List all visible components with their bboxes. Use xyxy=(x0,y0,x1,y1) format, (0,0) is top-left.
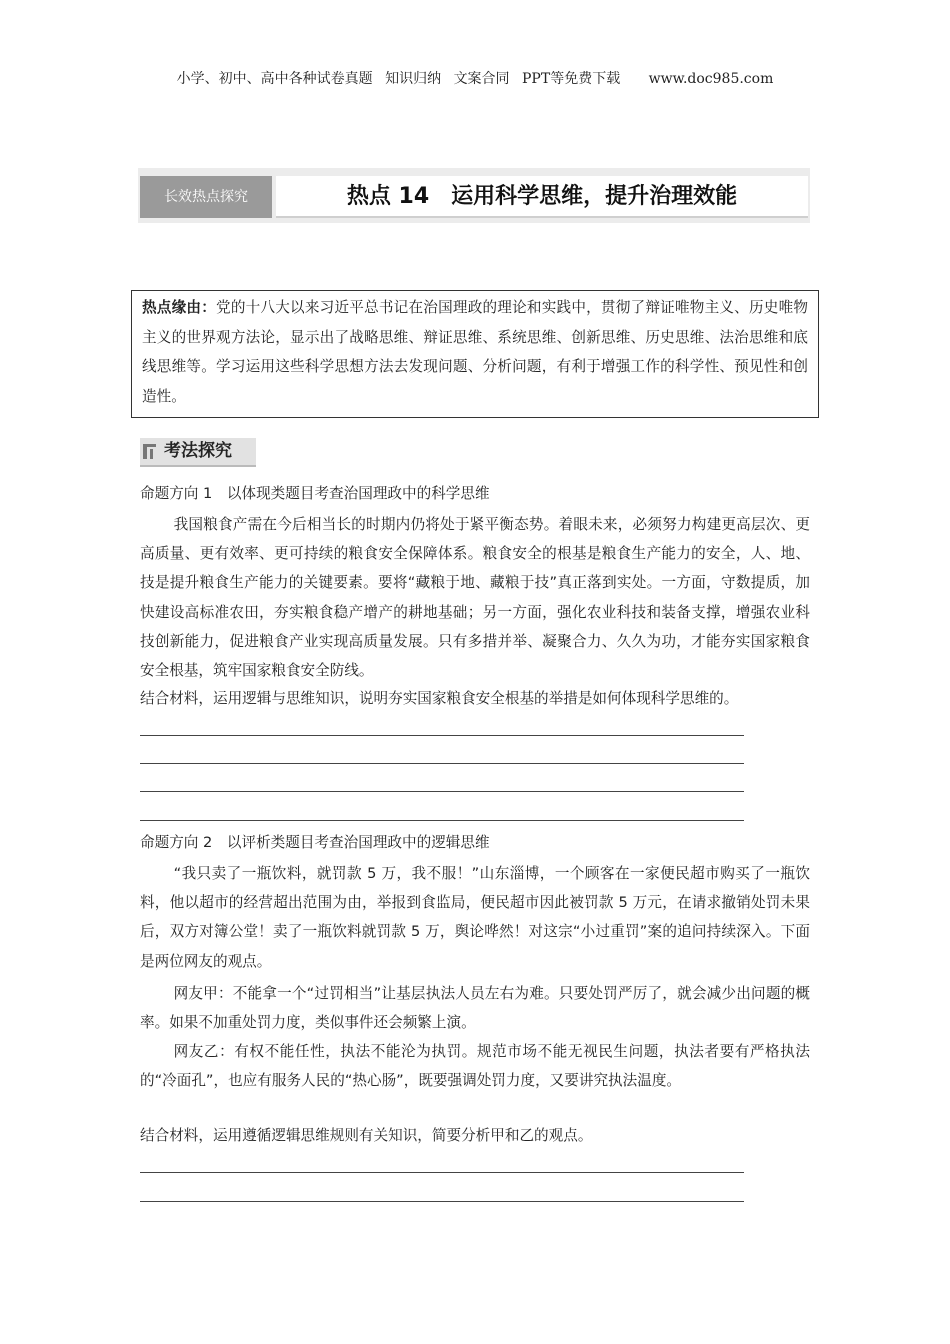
section-header xyxy=(140,438,256,467)
section-title: 考法探究 xyxy=(164,441,232,461)
header-text: 小学、初中、高中各种试卷真题 xyxy=(176,71,373,87)
netizen-a-opinion: 网友甲：不能拿一个“过罚相当”让基层执法人员左右为难。只要处罚严厉了，就会减少出问题的概率。如果不加重处罚力度，类似事件还会频繁上演。 xyxy=(140,985,810,1032)
answer-line[interactable] xyxy=(140,763,744,764)
answer-line[interactable] xyxy=(140,820,744,821)
reason-box xyxy=(131,290,819,418)
header-text: 知识归纳 xyxy=(385,71,442,87)
reason-label: 热点缘由： xyxy=(142,299,217,316)
direction-2-material: “我只卖了一瓶饮料，就罚款 5 万，我不服！”山东淄博，一个顾客在一家便民超市购买了一瓶饮料，他以超市的经营超出范围为由，举报到食监局，便民超市因此被罚款 5 万元，在请求撤销处罚未果后，双方对簿公堂！卖了一瓶饮料就罚款 5 万，舆论哗然！对这宗“小过重罚”案的追问持续深入。下面是两位网友的观点。 xyxy=(140,865,810,970)
direction-1-question: 结合材料，运用逻辑与思维知识，说明夯实国家粮食安全根基的举措是如何体现科学思维的。 xyxy=(140,690,739,707)
answer-line[interactable] xyxy=(140,1172,744,1173)
direction-2-heading: 命题方向 2 以评析类题目考查治国理政中的逻辑思维 xyxy=(140,834,490,851)
header-url: www.doc985.com xyxy=(648,71,774,87)
site-header-line xyxy=(0,68,950,88)
section-marker-icon xyxy=(143,444,156,459)
direction-2-question: 结合材料，运用遵循逻辑思维规则有关知识，简要分析甲和乙的观点。 xyxy=(140,1127,593,1144)
netizen-b-opinion: 网友乙：有权不能任性，执法不能沦为执罚。规范市场不能无视民生问题，执法者要有严格执法的“冷面孔”，也应有服务人民的“热心肠”，既要强调处罚力度，又要讲究执法温度。 xyxy=(140,1043,810,1090)
page-title: 热点 14 运用科学思维，提升治理效能 xyxy=(276,176,808,218)
answer-line[interactable] xyxy=(140,1201,744,1202)
reason-text: 党的十八大以来习近平总书记在治国理政的理论和实践中，贯彻了辩证唯物主义、历史唯物主义的世界观方法论，显示出了战略思维、辩证思维、系统思维、创新思维、历史思维、法治思维和底线思维等。学习运用这些科学思想方法去发现问题、分析问题，有利于增强工作的科学性、预见性和创造性。 xyxy=(142,299,808,405)
banner-tag: 长效热点探究 xyxy=(140,176,272,218)
direction-1-heading: 命题方向 1 以体现类题目考查治国理政中的科学思维 xyxy=(140,485,490,502)
header-text: 文案合同 xyxy=(453,71,510,87)
answer-line[interactable] xyxy=(140,791,744,792)
direction-1-material: 我国粮食产需在今后相当长的时期内仍将处于紧平衡态势。着眼未来，必须努力构建更高层次、更高质量、更有效率、更可持续的粮食安全保障体系。粮食安全的根基是粮食生产能力的安全，人、地、技是提升粮食生产能力的关键要素。要将“藏粮于地、藏粮于技”真正落到实处。一方面，守数提质，加快建设高标准农田，夯实粮食稳产增产的耕地基础；另一方面，强化农业科技和装备支撑，增强农业科技创新能力，促进粮食产业实现高质量发展。只有多措并举、凝聚合力、久久为功，才能夯实国家粮食安全根基，筑牢国家粮食安全防线。 xyxy=(140,516,810,680)
header-text: PPT等免费下载 xyxy=(522,71,621,87)
answer-line[interactable] xyxy=(140,735,744,736)
